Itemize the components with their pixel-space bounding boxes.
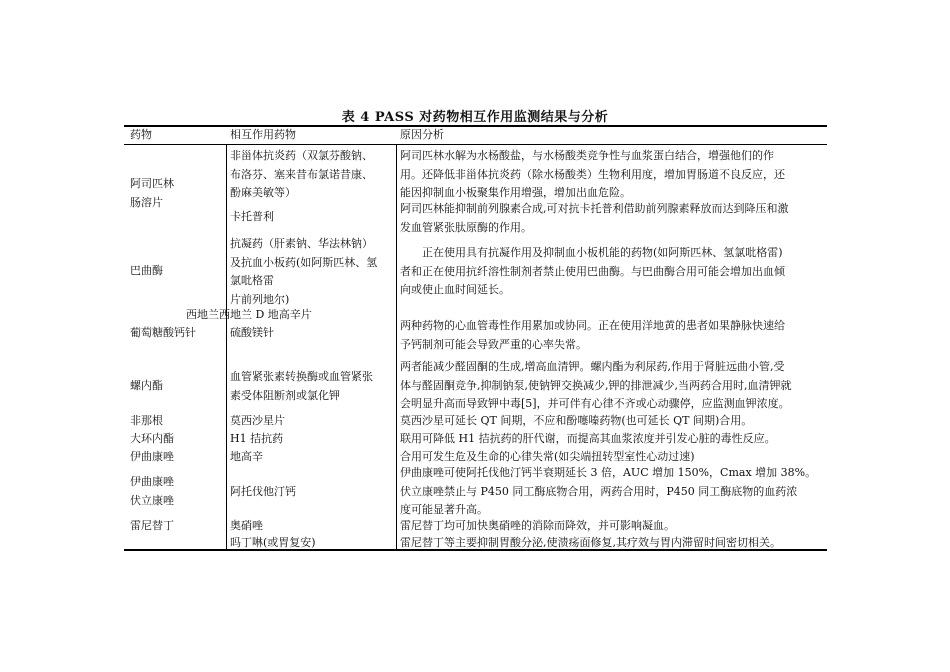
reason-cell: 两种药物的心血管毒性作用累加或协同。正在使用洋地黄的患者如果静脉快速给 予钙制剂可能会导致严重的心率失常。 bbox=[400, 319, 785, 351]
reason-cell: 合用可发生危及生命的心律失常(如尖端扭转型室性心动过速) bbox=[400, 450, 695, 463]
interacting-drug-cell: 卡托普利 bbox=[230, 210, 274, 223]
reason-cell: 联用可降低 H1 拮抗药的肝代谢，而提高其血浆浓度并引发心脏的毒性反应。 bbox=[400, 432, 776, 445]
reason-cell: 正在使用具有抗凝作用及抑制血小板机能的药物(如阿斯匹林、氢氯吡格雷) 者和正在使用抗纤溶性制剂者禁止使用巴曲酶。与巴曲酶合用可能会增加出血倾 向或使止血时间延长。 bbox=[400, 246, 785, 296]
interacting-drug-cell: 非甾体抗炎药（双氯芬酸钠、 布洛芬、塞来昔布氯诺昔康、 酚麻美敏等） bbox=[230, 149, 373, 199]
drug-cell: 阿司匹林 肠溶片 bbox=[130, 177, 174, 209]
drug-cell: 雷尼替丁 bbox=[130, 519, 174, 532]
drug-cell: 螺内酯 bbox=[130, 379, 163, 392]
reason-cell: 两者能减少醛固酮的生成,增高血清钾。螺内酯为利尿药,作用于肾脏远曲小管,受 体与醛固酮竞争,抑制钠泵,使钠钾交换减少,钾的排泄减少,当两药合用时,血清钾就 会明显升高而导致钾中毒[5]，并可伴有心律不齐或心动骤停，应监测血钾浓度。 bbox=[400, 360, 792, 410]
interacting-drug-cell: H1 拮抗药 bbox=[230, 432, 284, 445]
interacting-drug-cell: 抗凝药（肝素钠、华法林钠） 及抗血小板药(如阿斯匹林、氢 氯吡格雷 片前列地尔) bbox=[230, 237, 378, 306]
drug-cell: 伊曲康唑 伏立康唑 bbox=[130, 475, 174, 507]
interacting-drug-cell: 吗丁啉(或胃复安) bbox=[230, 536, 316, 549]
header-interacting-drug: 相互作用药物 bbox=[230, 128, 296, 141]
reason-cell: 莫西沙星可延长 QT 间期，不应和酚噻嗪药物(也可延长 QT 间期)合用。 bbox=[400, 414, 753, 427]
reason-cell: 伊曲康唑可使阿托伐他汀钙半衰期延长 3 倍，AUC 增加 150%，Cmax 增加 38%。 伏立康唑禁止与 P450 同工酶底物合用，两药合用时，P450 同工酶底物的血药浓 度可能显著升高。 bbox=[400, 466, 817, 516]
reason-cell: 阿司匹林水解为水杨酸盐，与水杨酸类竞争性与血浆蛋白结合，增强他们的作 用。还降低非甾体抗炎药（除水杨酸类）生物利用度，增加胃肠道不良反应，还 能因抑制血小板聚集作用增强，增加出血危险。 bbox=[400, 149, 785, 199]
reason-cell: 阿司匹林能抑制前列腺素合成,可对抗卡托普利借助前列腺素释放而达到降压和激 发血管紧张肽原酶的作用。 bbox=[400, 202, 789, 234]
interacting-drug-cell: 奥硝唑 bbox=[230, 519, 263, 532]
reason-cell: 雷尼替丁均可加快奥硝唑的消除而降效，并可影响凝血。 bbox=[400, 519, 675, 532]
drug-cell: 伊曲康唑 bbox=[130, 450, 174, 463]
interacting-drug-cell: 阿托伐他汀钙 bbox=[230, 485, 296, 498]
header-reason: 原因分析 bbox=[400, 128, 444, 141]
interacting-drug-cell: 血管紧张素转换酶或血管紧张 素受体阻断剂或氯化钾 bbox=[230, 370, 373, 402]
drug-cell: 巴曲酶 bbox=[130, 264, 163, 277]
drug-cell: 大环内酯 bbox=[130, 432, 174, 445]
interacting-drug-cell: 地高辛 bbox=[230, 450, 263, 463]
drug-cell: 非那根 bbox=[130, 414, 163, 427]
reason-cell: 雷尼替丁等主要抑制胃酸分泌,使溃疡面修复,其疗效与胃内滞留时间密切相关。 bbox=[400, 536, 781, 549]
header-drug: 药物 bbox=[130, 128, 152, 141]
column-divider-1 bbox=[226, 145, 227, 549]
interacting-drug-cell: 莫西沙星片 bbox=[230, 414, 285, 427]
drug-cell: 葡萄糖酸钙针 bbox=[130, 326, 196, 339]
column-divider-2 bbox=[396, 145, 397, 549]
interacting-drug-cell: 硫酸镁针 bbox=[230, 326, 274, 339]
table-caption: 表 4 PASS 对药物相互作用监测结果与分析 bbox=[341, 110, 609, 125]
drug-cell: 西地兰西地兰 D 地高辛片 bbox=[186, 308, 312, 321]
